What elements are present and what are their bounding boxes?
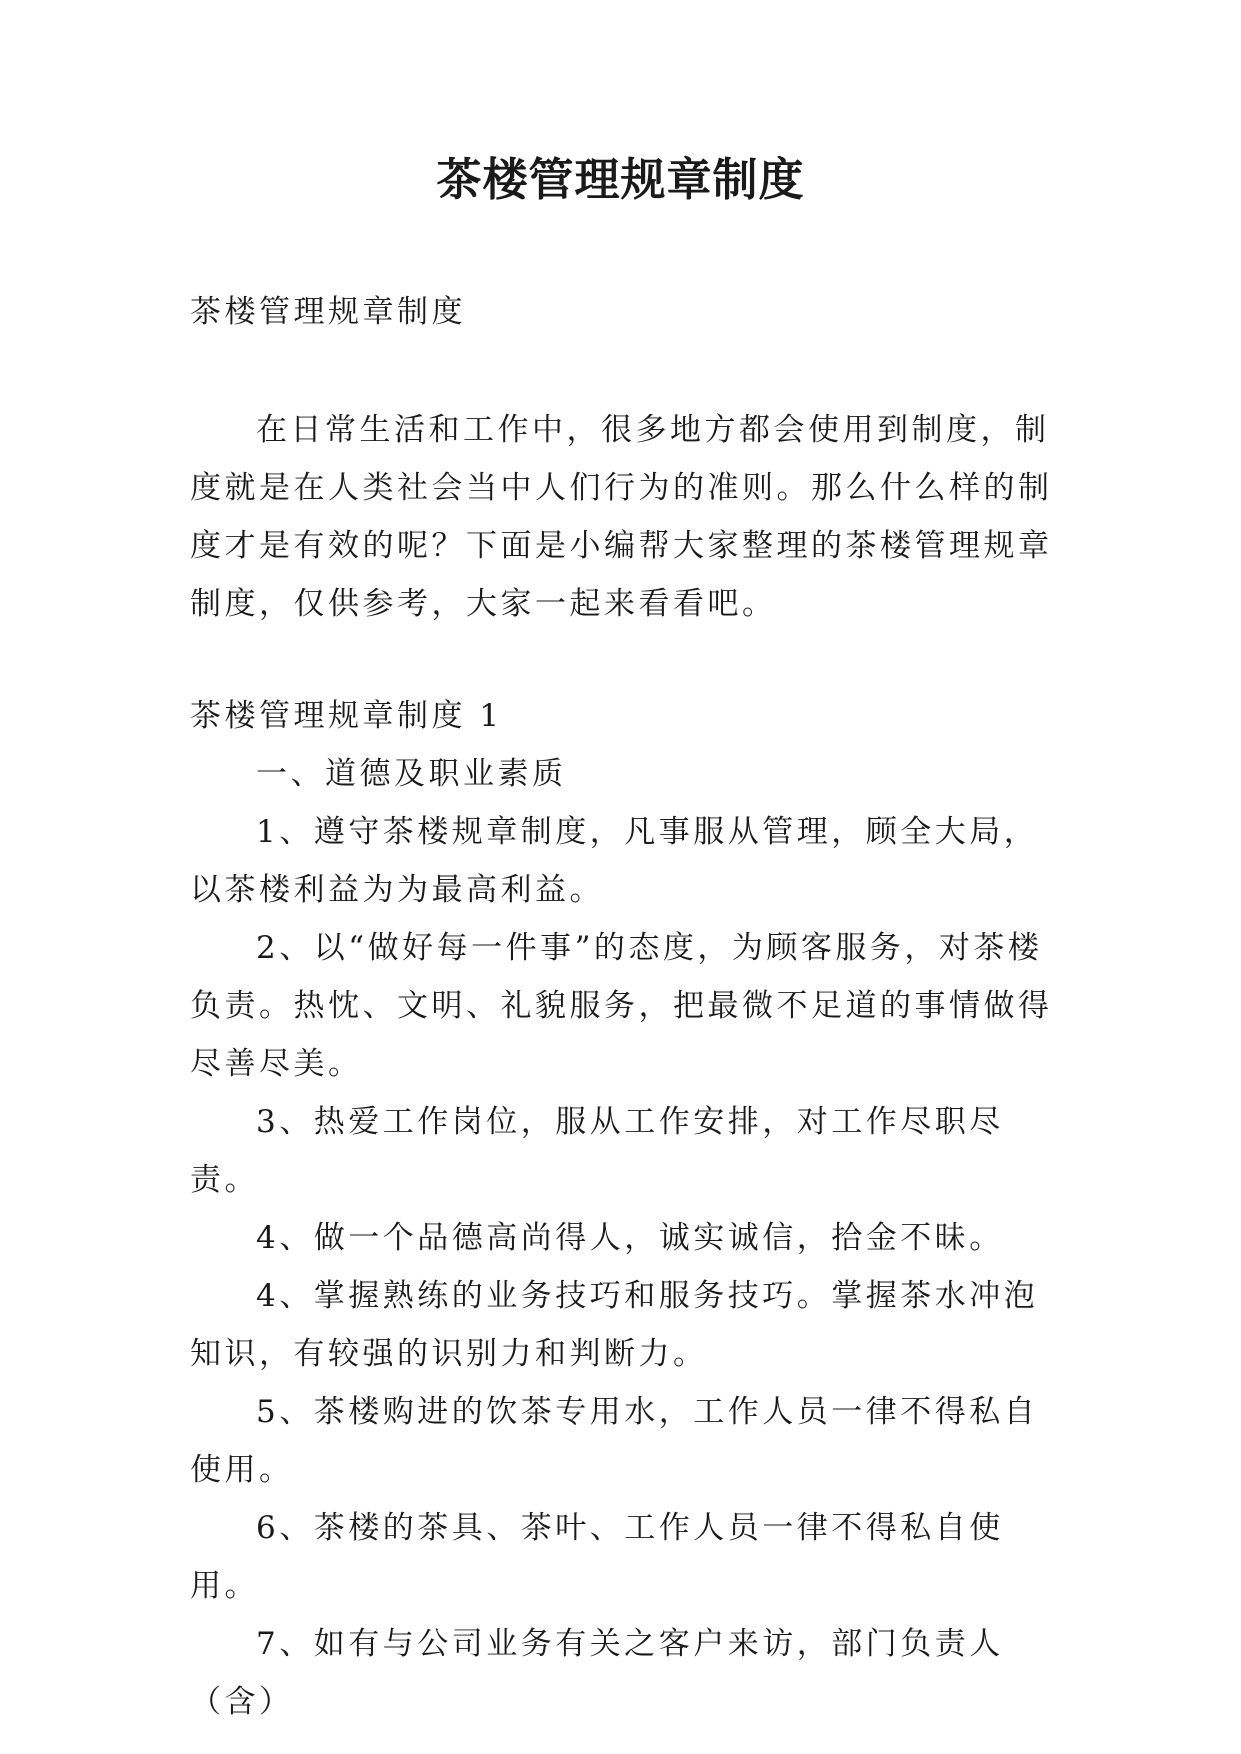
rule-item: 4、掌握熟练的业务技巧和服务技巧。掌握茶水冲泡知识，有较强的识别力和判断力。 [190, 1278, 1039, 1372]
rule-item: 7、如有与公司业务有关之客户来访，部门负责人（含） [190, 1626, 1004, 1720]
rule-item: 5、茶楼购进的饮茶专用水，工作人员一律不得私自使用。 [190, 1394, 1039, 1488]
section-subheading: 一、道德及职业素质 [256, 756, 567, 792]
document-body [190, 283, 1056, 1731]
rule-item: 2、以“做好每一件事”的态度，为顾客服务，对茶楼负责。热忱、文明、礼貌服务，把最微不足道的事情做得尽善尽美。 [190, 930, 1053, 1082]
intro-paragraph: 在日常生活和工作中，很多地方都会使用到制度，制度就是在人类社会当中人们行为的准则。那么什么样的制度才是有效的呢？下面是小编帮大家整理的茶楼管理规章制度，仅供参考，大家一起来看看吧。 [190, 412, 1053, 622]
rule-item: 3、热爱工作岗位，服从工作安排，对工作尽职尽责。 [190, 1104, 1004, 1198]
section-heading: 茶楼管理规章制度 1 [190, 698, 503, 734]
document-title: 茶楼管理规章制度 [436, 153, 805, 206]
document-subtitle: 茶楼管理规章制度 [190, 294, 466, 330]
rule-item: 6、茶楼的茶具、茶叶、工作人员一律不得私自使用。 [190, 1510, 1004, 1604]
rule-item: 4、做一个品德高尚得人，诚实诚信，拾金不昧。 [256, 1220, 1004, 1256]
rule-item: 1、遵守茶楼规章制度，凡事服从管理，顾全大局，以茶楼利益为为最高利益。 [190, 814, 1039, 908]
